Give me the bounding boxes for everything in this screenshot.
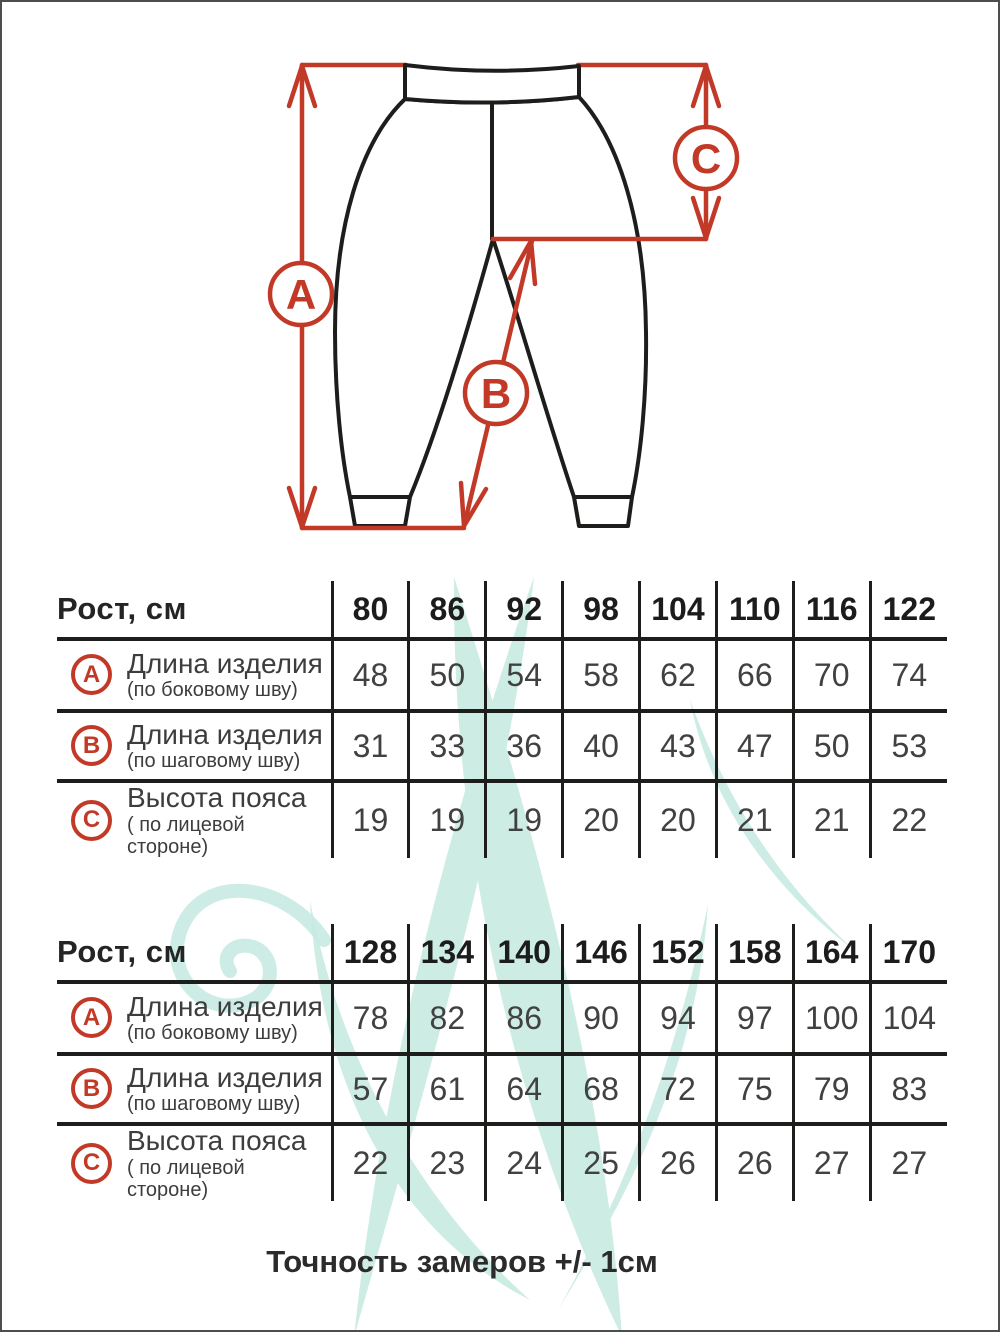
- measurement-value: 74: [870, 639, 947, 711]
- marker-c-badge: C: [71, 800, 112, 841]
- measurement-value: 82: [409, 982, 486, 1054]
- marker-b-badge: B: [71, 1068, 112, 1109]
- measurement-value: 61: [409, 1054, 486, 1124]
- measurement-value: 20: [640, 781, 717, 858]
- height-header-label: Рост, см: [57, 924, 332, 982]
- measurement-value: 86: [486, 982, 563, 1054]
- measurement-value: 22: [332, 1124, 409, 1201]
- measurement-value: 72: [640, 1054, 717, 1124]
- row-title: Длина изделия: [127, 647, 323, 679]
- table-row-side-length: [57, 639, 947, 711]
- size-column-header: 98: [563, 581, 640, 639]
- measurement-value: 94: [640, 982, 717, 1054]
- measurement-value: 40: [563, 711, 640, 781]
- measurement-value: 97: [716, 982, 793, 1054]
- measurement-value: 104: [870, 982, 947, 1054]
- size-column-header: 86: [409, 581, 486, 639]
- marker-a-letter: A: [285, 271, 317, 318]
- measurement-value: 66: [716, 639, 793, 711]
- row-subtitle: (по шаговому шву): [127, 1093, 301, 1116]
- measurement-value: 22: [870, 781, 947, 858]
- table-row-waistband-height: [57, 781, 947, 858]
- measurement-value: 100: [793, 982, 870, 1054]
- row-title: Высота пояса: [127, 782, 307, 813]
- size-column-header: 92: [486, 581, 563, 639]
- measurement-value: 64: [486, 1054, 563, 1124]
- measurement-value: 19: [332, 781, 409, 858]
- measurement-value: 27: [793, 1124, 870, 1201]
- row-subtitle: ( по лицевой стороне): [127, 813, 245, 858]
- row-label: [127, 649, 323, 702]
- measurement-value: 90: [563, 982, 640, 1054]
- size-table-80-122: [57, 581, 947, 858]
- measurement-value: 62: [640, 639, 717, 711]
- measurement-value: 20: [563, 781, 640, 858]
- pants-waistband: [405, 65, 579, 103]
- row-label: [127, 720, 323, 773]
- marker-b-letter: B: [480, 370, 512, 417]
- row-label: [127, 1063, 323, 1116]
- row-title: Длина изделия: [127, 990, 323, 1022]
- measurement-value: 26: [716, 1124, 793, 1201]
- measurement-value: 57: [332, 1054, 409, 1124]
- size-table-128-170: [57, 924, 947, 1201]
- measurement-value: 53: [870, 711, 947, 781]
- marker-b-badge: B: [71, 725, 112, 766]
- size-column-header: 158: [716, 924, 793, 982]
- measurement-value: 33: [409, 711, 486, 781]
- pants-left-cuff: [350, 497, 410, 526]
- size-column-header: 146: [563, 924, 640, 982]
- measurement-value: 36: [486, 711, 563, 781]
- row-subtitle: (по боковому шву): [127, 1022, 298, 1045]
- measurement-value: 79: [793, 1054, 870, 1124]
- measurement-value: 24: [486, 1124, 563, 1201]
- accuracy-note: Точность замеров +/- 1см: [266, 1244, 658, 1279]
- table-row-inseam-length: [57, 711, 947, 781]
- size-column-header: 134: [409, 924, 486, 982]
- pants-measurement-diagram: [2, 2, 1000, 572]
- measurement-value: 83: [870, 1054, 947, 1124]
- height-header-label: Рост, см: [57, 581, 332, 639]
- measurement-value: 75: [716, 1054, 793, 1124]
- measurement-value: 43: [640, 711, 717, 781]
- size-column-header: 116: [793, 581, 870, 639]
- size-column-header: 164: [793, 924, 870, 982]
- measurement-value: 27: [870, 1124, 947, 1201]
- size-column-header: 128: [332, 924, 409, 982]
- row-title: Длина изделия: [127, 718, 323, 750]
- row-title: Длина изделия: [127, 1061, 323, 1093]
- size-column-header: 170: [870, 924, 947, 982]
- measurement-value: 58: [563, 639, 640, 711]
- measurement-value: 23: [409, 1124, 486, 1201]
- measurement-value: 54: [486, 639, 563, 711]
- row-label: [127, 783, 331, 858]
- measurement-value: 21: [793, 781, 870, 858]
- measurement-value: 25: [563, 1124, 640, 1201]
- row-label: [127, 992, 323, 1045]
- size-column-header: 122: [870, 581, 947, 639]
- row-label: [127, 1126, 331, 1201]
- row-subtitle: (по боковому шву): [127, 679, 298, 702]
- size-column-header: 104: [640, 581, 717, 639]
- measurement-value: 70: [793, 639, 870, 711]
- marker-a-badge: A: [71, 997, 112, 1038]
- table-row-waistband-height: [57, 1124, 947, 1201]
- measurement-value: 31: [332, 711, 409, 781]
- marker-c-badge: C: [71, 1143, 112, 1184]
- measurement-value: 21: [716, 781, 793, 858]
- measurement-value: 48: [332, 639, 409, 711]
- marker-c-letter: C: [690, 135, 722, 182]
- row-title: Высота пояса: [127, 1125, 307, 1156]
- measurement-value: 68: [563, 1054, 640, 1124]
- measurement-value: 19: [409, 781, 486, 858]
- measurement-value: 26: [640, 1124, 717, 1201]
- measurement-value: 19: [486, 781, 563, 858]
- table-header-row: [57, 581, 947, 639]
- pants-right-cuff: [574, 497, 632, 526]
- table-row-inseam-length: [57, 1054, 947, 1124]
- size-column-header: 80: [332, 581, 409, 639]
- measurement-value: 78: [332, 982, 409, 1054]
- measurement-value: 50: [409, 639, 486, 711]
- row-subtitle: ( по лицевой стороне): [127, 1156, 245, 1201]
- table-header-row: [57, 924, 947, 982]
- table-row-side-length: [57, 982, 947, 1054]
- size-column-header: 110: [716, 581, 793, 639]
- measurement-value: 50: [793, 711, 870, 781]
- size-column-header: 140: [486, 924, 563, 982]
- marker-a-badge: A: [71, 654, 112, 695]
- row-subtitle: (по шаговому шву): [127, 750, 301, 773]
- size-column-header: 152: [640, 924, 717, 982]
- measurement-value: 47: [716, 711, 793, 781]
